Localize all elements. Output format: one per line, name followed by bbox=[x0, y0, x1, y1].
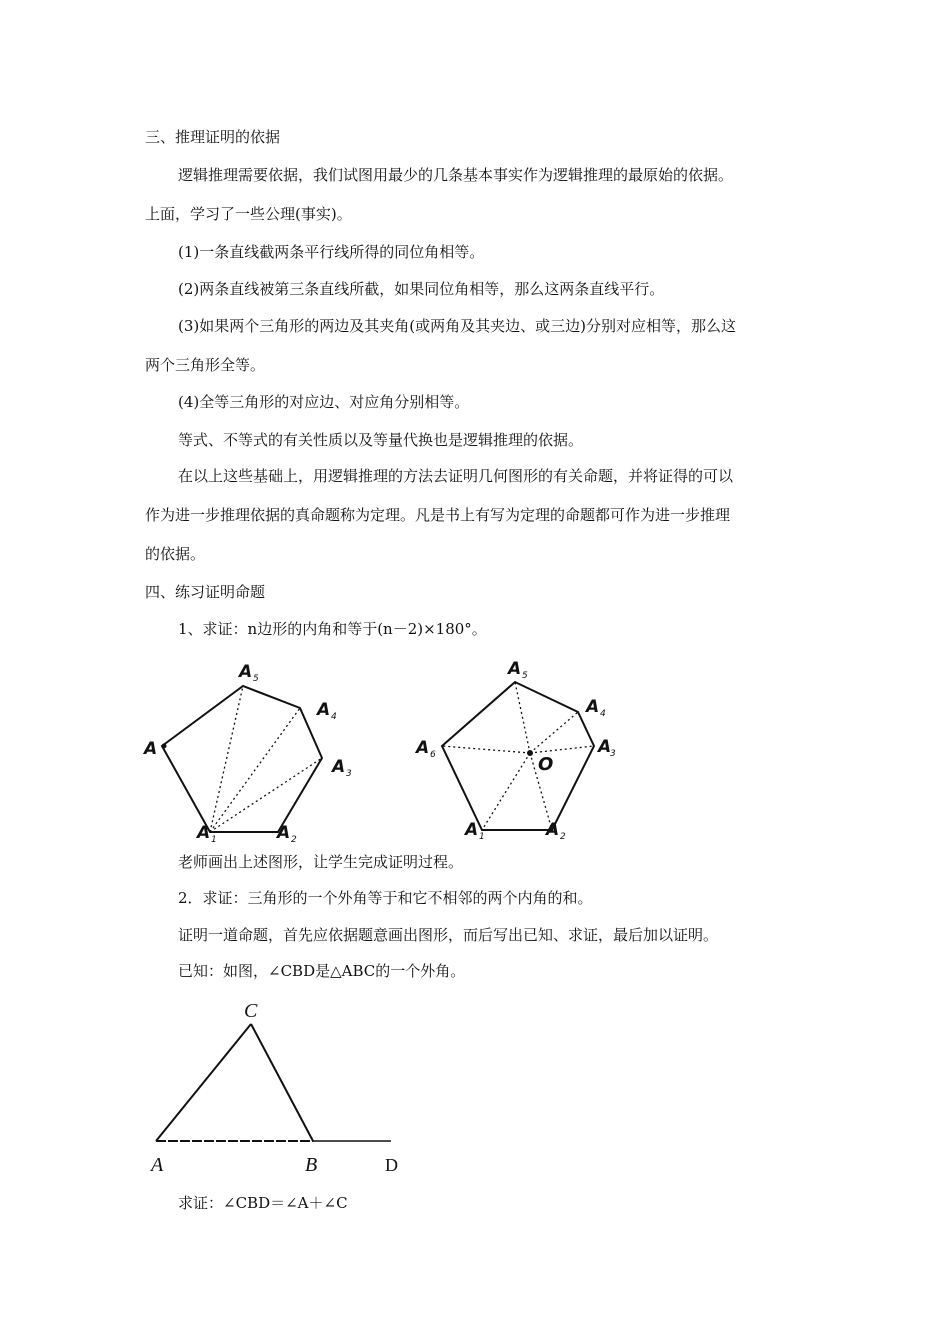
label-b: B bbox=[305, 1154, 318, 1176]
hexagon-outline bbox=[442, 682, 594, 830]
label-a6: A bbox=[416, 738, 430, 758]
label-a5: A bbox=[508, 659, 522, 679]
method-note: 证明一道命题，首先应依据题意画出图形，而后写出已知、求证，最后加以证明。 bbox=[178, 926, 719, 944]
label-a2-sub: 2 bbox=[560, 832, 566, 842]
label-c: C bbox=[244, 1000, 258, 1022]
prove-statement: 求证：∠CBD＝∠A＋∠C bbox=[178, 1194, 348, 1212]
label-a2: A bbox=[546, 820, 560, 840]
label-a4: A bbox=[586, 697, 600, 717]
equality-note: 等式、不等式的有关性质以及等量代换也是逻辑推理的依据。 bbox=[178, 431, 584, 449]
diagonal-a1-a4 bbox=[210, 708, 300, 832]
side-ac bbox=[156, 1024, 251, 1141]
segment-o-a6 bbox=[442, 746, 530, 753]
vertex-a6-dot bbox=[162, 744, 167, 749]
label-a5: A bbox=[239, 662, 253, 682]
label-a: A bbox=[151, 1154, 164, 1176]
label-a1-sub: 1 bbox=[211, 835, 217, 845]
label-a2: A bbox=[277, 823, 291, 843]
section-heading-3: 三、推理证明的依据 bbox=[145, 128, 281, 146]
label-a6: A bbox=[144, 739, 158, 759]
label-a1: A bbox=[465, 820, 479, 840]
axiom-3-line1: (3)如果两个三角形的两边及其夹角(或两角及其夹边、或三边)分别对应相等，那么这 bbox=[178, 317, 736, 335]
intro-paragraph-line1: 逻辑推理需要依据，我们试图用最少的几条基本事实作为逻辑推理的最原始的依据。 bbox=[178, 166, 734, 184]
label-d: D bbox=[385, 1155, 398, 1175]
label-a3-sub: 3 bbox=[610, 749, 616, 759]
label-a3: A bbox=[598, 737, 612, 757]
label-a4-sub: 4 bbox=[600, 709, 606, 719]
theorem-paragraph-line2: 作为进一步推理依据的真命题称为定理。凡是书上有写为定理的命题都可作为进一步推理 bbox=[145, 506, 731, 524]
label-a6-sub: 6 bbox=[430, 750, 436, 760]
axiom-1: (1)一条直线截两条平行线所得的同位角相等。 bbox=[178, 243, 485, 261]
segment-o-a1 bbox=[482, 753, 530, 830]
intro-paragraph-line2: 上面，学习了一些公理(事实)。 bbox=[145, 205, 352, 223]
side-bc bbox=[251, 1024, 313, 1141]
axiom-4: (4)全等三角形的对应边、对应角分别相等。 bbox=[178, 393, 470, 411]
teacher-note: 老师画出上述图形，让学生完成证明过程。 bbox=[178, 853, 464, 871]
section-heading-4: 四、练习证明命题 bbox=[145, 583, 266, 601]
label-a3: A bbox=[332, 757, 346, 777]
label-a5-sub: 5 bbox=[253, 674, 259, 684]
figure-hexagon-center bbox=[410, 650, 630, 850]
problem-2: 2．求证：三角形的一个外角等于和它不相邻的两个内角的和。 bbox=[178, 889, 593, 907]
label-a1: A bbox=[197, 823, 211, 843]
label-a2-sub: 2 bbox=[291, 835, 297, 845]
segment-o-a3 bbox=[530, 746, 594, 753]
problem-1: 1、求证：n边形的内角和等于(n－2)×180°。 bbox=[178, 620, 487, 638]
figure-triangle-exterior-angle bbox=[145, 995, 415, 1185]
segment-o-a4 bbox=[530, 712, 578, 753]
label-a5-sub: 5 bbox=[522, 671, 528, 681]
theorem-paragraph-line3: 的依据。 bbox=[145, 545, 206, 563]
center-o-dot bbox=[527, 750, 533, 756]
label-a1-sub: 1 bbox=[479, 832, 485, 842]
label-a4: A bbox=[317, 700, 331, 720]
label-a4-sub: 4 bbox=[331, 712, 337, 722]
label-o: O bbox=[538, 754, 554, 775]
figure-hexagon-diagonals bbox=[140, 650, 360, 850]
theorem-paragraph-line1: 在以上这些基础上，用逻辑推理的方法去证明几何图形的有关命题，并将证得的可以 bbox=[178, 467, 734, 485]
given-statement: 已知：如图，∠CBD是△ABC的一个外角。 bbox=[178, 962, 466, 980]
label-a3-sub: 3 bbox=[346, 769, 352, 779]
diagonal-a1-a3 bbox=[210, 758, 322, 832]
segment-o-a5 bbox=[515, 682, 530, 753]
axiom-2: (2)两条直线被第三条直线所截，如果同位角相等，那么这两条直线平行。 bbox=[178, 280, 665, 298]
axiom-3-line2: 两个三角形全等。 bbox=[145, 356, 266, 374]
hexagon-outline bbox=[162, 686, 322, 832]
